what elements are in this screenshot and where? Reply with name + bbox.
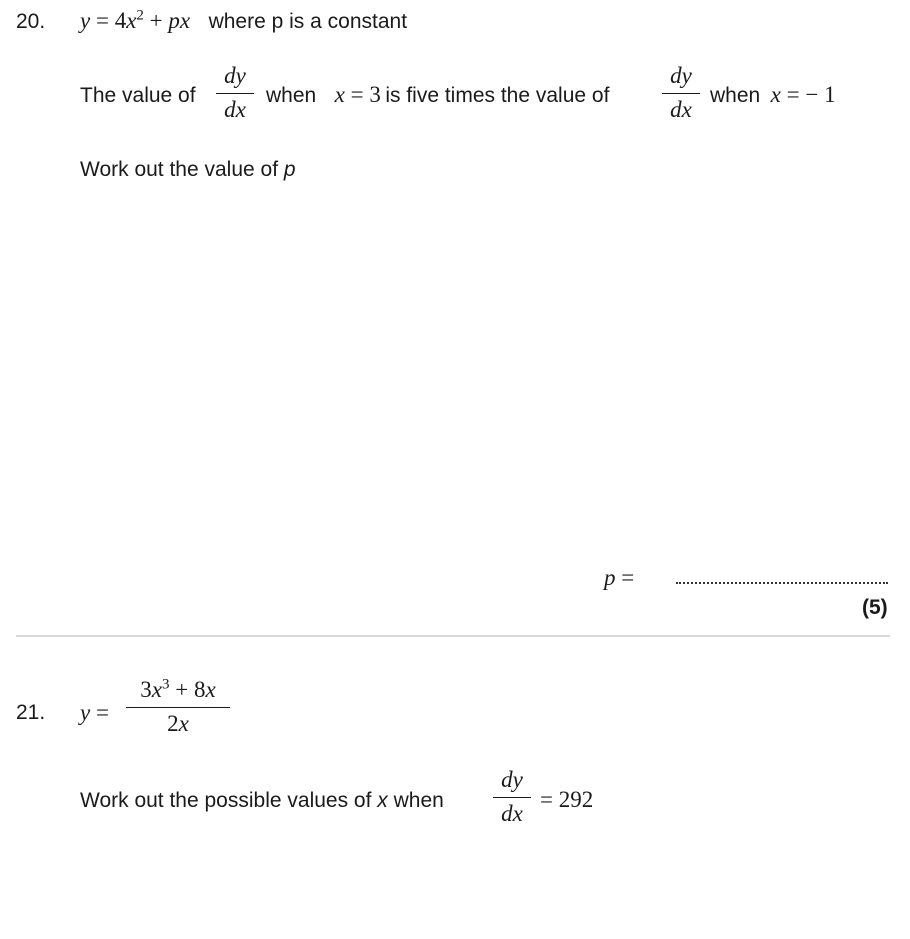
q21-eq-y: y [80,700,91,725]
q20-line2-prefix: The value of [80,84,196,107]
fraction-numerator: dy [224,63,246,88]
fraction-bar [662,93,700,94]
q21-result: = 292 [540,787,594,812]
q20-eq-plus: + [149,8,169,33]
q20-line2-x2: x [770,82,781,107]
q20-eq-y: y [80,8,91,33]
question-number-21: 21. [16,701,46,724]
question-number-20: 20. [16,10,46,33]
fraction-denominator: dx [224,97,246,122]
q20-eq-px: px [168,8,191,33]
q21-instruction-var: x [377,789,388,812]
fraction-numerator [126,676,230,704]
fraction-bar [493,797,531,798]
q20-eq-x: x [126,8,137,33]
q20-eq-description: where p is a constant [208,10,408,33]
fraction-denominator: dx [670,97,692,122]
fraction-denominator: dx [501,801,523,826]
fraction-bar [126,707,230,708]
q20-answer-var: p [604,565,616,590]
q21-num-x: x [151,677,162,702]
q20-line2-mid-text: is five times the value of [385,84,610,107]
q21-equation-fraction [126,676,230,738]
q20-answer-eq: = [621,565,635,590]
q20-line2-suffix [710,82,836,108]
q20-instruction-var: p [283,158,296,181]
q20-when-2: when [710,84,761,107]
q20-instruction [80,158,296,182]
q20-answer-label [604,565,634,591]
q20-line2-middle [266,82,609,108]
q20-equation [80,8,407,34]
q20-derivative-fraction-2 [662,62,700,124]
q20-eq-rhs-a: = 4 [95,8,127,33]
q21-eq-lhs [80,700,109,726]
q21-den-coef: 2 [167,711,179,736]
q21-num-x2: x [205,677,216,702]
q20-line2-x: x [334,82,345,107]
q21-instruction-text: Work out the possible values of [80,789,378,812]
fraction-bar [216,93,254,94]
q20-marks: (5) [862,596,888,619]
question-divider [16,635,890,637]
q20-instruction-text: Work out the value of [80,158,284,181]
q20-answer-line[interactable] [676,582,888,584]
fraction-numerator: dy [501,767,523,792]
q21-instruction [80,789,444,813]
q20-eq-exp: 2 [136,7,144,24]
q21-num-plus: + 8 [169,677,206,702]
q20-when-1: when [266,84,317,107]
q21-den-x: x [178,711,189,736]
q20-derivative-fraction-1 [216,62,254,124]
fraction-denominator [126,710,230,738]
q21-num-exp: 3 [162,676,170,693]
q21-num-coef: 3 [140,677,152,702]
q21-eq-eq: = [95,700,109,725]
q20-line2-eq3: = 3 [350,82,381,107]
q20-line2-eqm1: = − 1 [786,82,836,107]
q21-derivative-fraction [493,766,531,828]
fraction-numerator: dy [670,63,692,88]
q21-instruction-when: when [387,789,444,812]
